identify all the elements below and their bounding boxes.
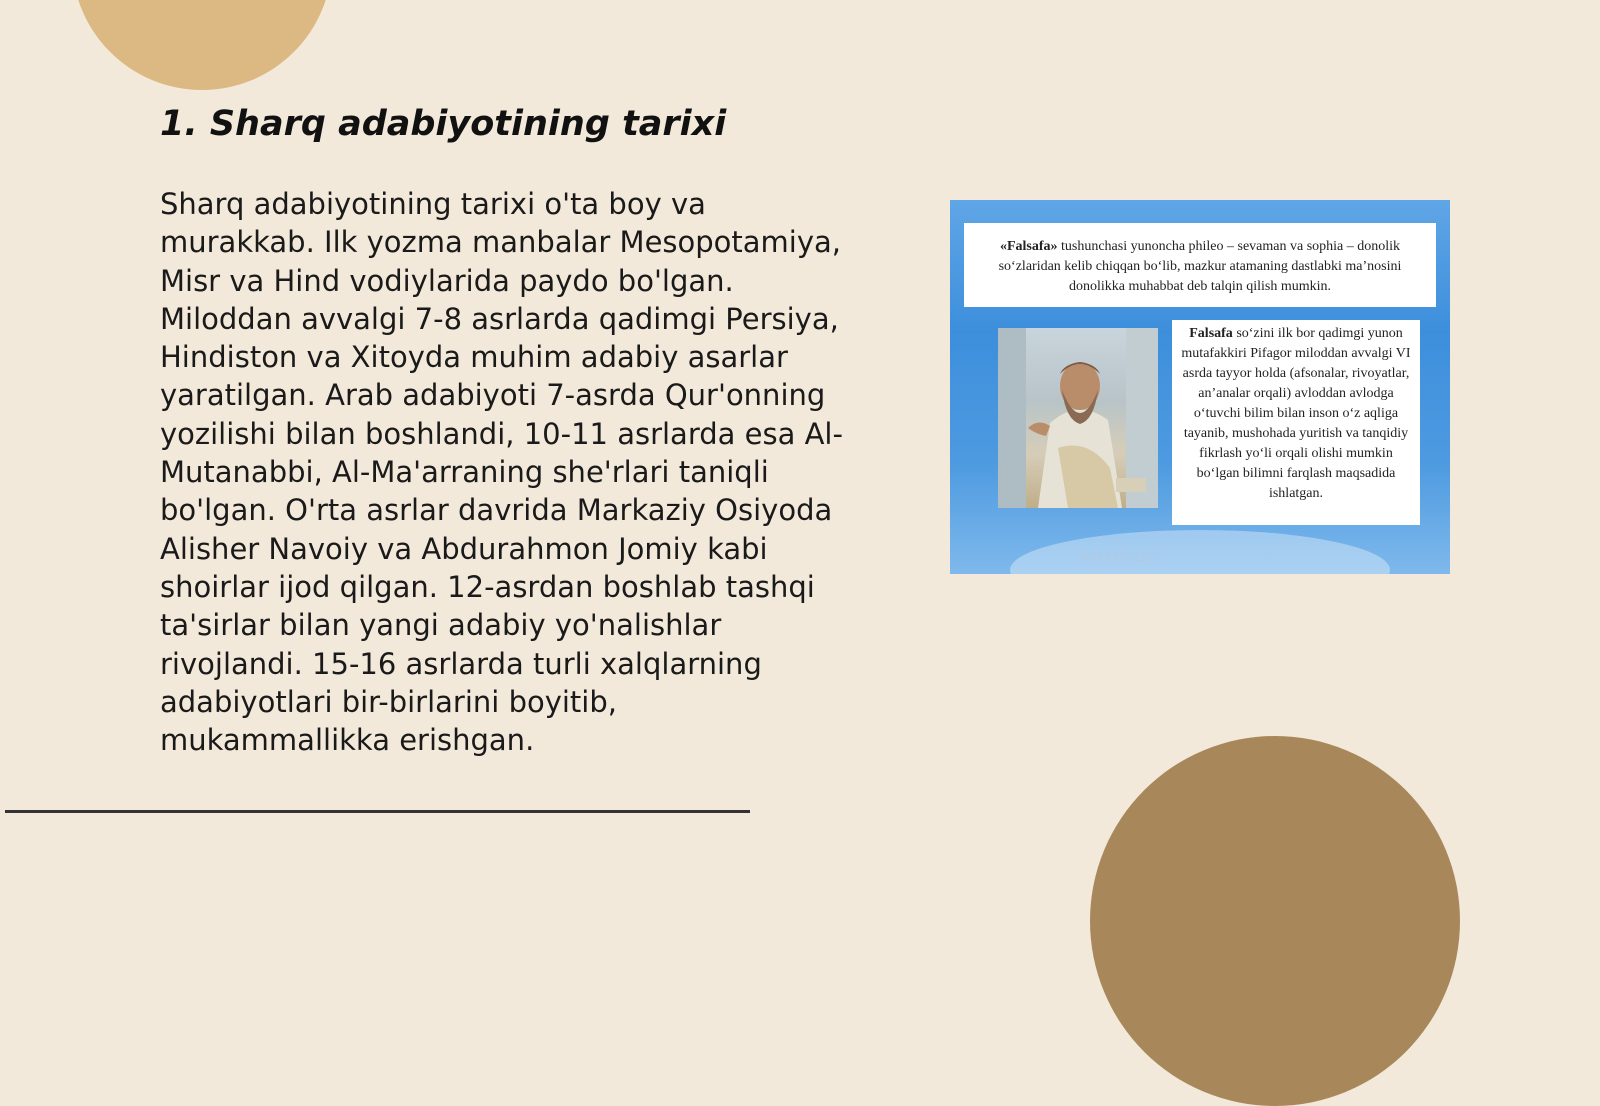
definition-term: «Falsafa» <box>999 239 1058 254</box>
definition-box <box>964 223 1436 307</box>
watermark: ARXIV.UZ <box>1080 549 1157 566</box>
portrait-illustration <box>998 328 1158 508</box>
slide-title: 1. Sharq adabiyotining tarixi <box>160 104 727 144</box>
image-glow <box>1010 530 1390 574</box>
philosophy-image <box>950 200 1450 574</box>
fact-term: Falsafa <box>1189 326 1233 341</box>
slide-paragraph: Sharq adabiyotining tarixi o'ta boy va murakkab. Ilk yozma manbalar Mesopotamiya, Misr va Hind vodiylarida paydo bo'lgan. Miloddan avvalgi 7-8 asrlarda qadimgi Persiya, Hindiston va Xitoyda muhim adabiy asarlar yaratilgan. Arab adabiyoti 7-asrda Qur'onning yozilishi bilan boshlandi, 10-11 asrlarda esa Al-Mutanabbi, Al-Ma'arraning she'rlari taniqli bo'lgan. O'rta asrlar davrida Markaziy Osiyoda Alisher Navoiy va Abdurahmon Jomiy kabi shoirlar ijod qilgan. 12-asrdan boshlab tashqi ta'sirlar bilan yangi adabiy yo'nalishlar rivojlandi. 15-16 asrlarda turli xalqlarning adabiyotlari bir-birlarini boyitib, mukammallikka erishgan. <box>160 187 843 758</box>
fact-text: so‘zini ilk bor qadimgi yunon mutafakkiri Pifagor miloddan avvalgi VI asrda tayyor holda (afsonalar, rivoyatlar, an’analar orqali) avloddan avlodga o‘tuvchi bilim bilan inson o‘z aqliga tayanib, mushohada yuritish va tanqidiy fikrlash yo‘li orqali olishi mumkin bo‘lgan bilimni farqlash maqsadida ishlatgan. <box>1181 326 1411 501</box>
fact-box <box>1172 320 1420 525</box>
definition-text: tushunchasi yunoncha phileo – sevaman va sophia – donolik so‘zlaridan kelib chiqqan bo‘lib, mazkur atamaning dastlabki ma’nosini donolikka muhabbat deb talqin qilish mumkin. <box>998 239 1402 294</box>
pythagoras-portrait <box>998 328 1158 508</box>
decorative-circle-top <box>72 0 332 90</box>
decorative-circle-bottom <box>1090 736 1460 1106</box>
divider-line <box>5 810 750 813</box>
